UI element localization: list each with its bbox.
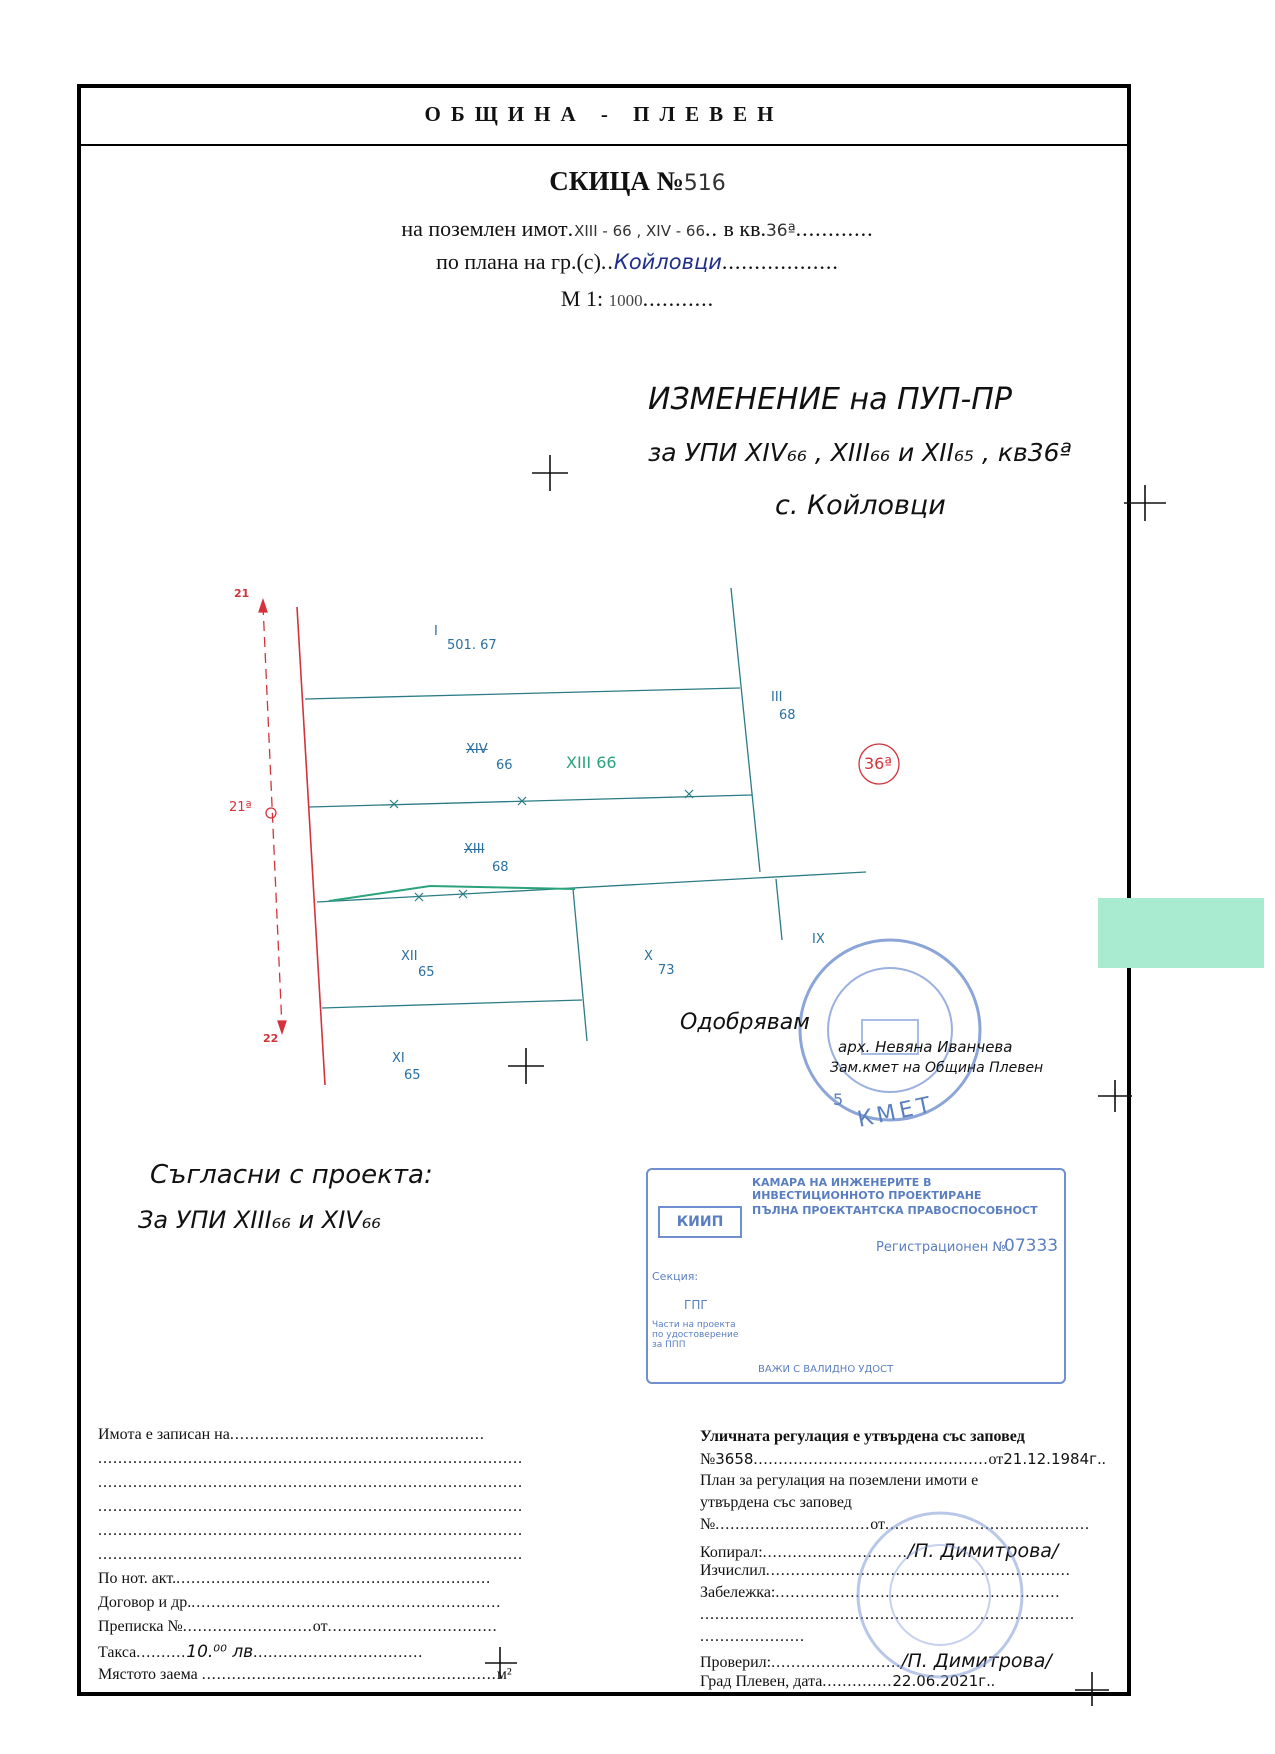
location-field: Мястото заема ...........................................................м² xyxy=(98,1666,512,1683)
mayor-stamp-number: 5 xyxy=(833,1090,844,1109)
recorded-field: Имота е записан на................................................... xyxy=(98,1426,485,1443)
mayor-stamp-text: КМЕТ xyxy=(855,1092,937,1133)
agreement-line1: Съгласни с проекта: xyxy=(150,1160,433,1190)
scale-line: М 1: 1000........... xyxy=(560,286,715,311)
parcel-xiv-number: 66 xyxy=(496,758,513,773)
plan-line-2: утвърдена със заповед xyxy=(700,1494,852,1511)
plan-line: по плана на гр.(с)..Койловци.................. xyxy=(436,249,839,274)
kiip-reg-label: Регистрационен № xyxy=(876,1240,1006,1255)
parcel-xi: XI xyxy=(392,1051,405,1066)
contract-field: Договор и др............................................................... xyxy=(98,1594,502,1611)
note-field: Забележка:......................................................... xyxy=(700,1584,1061,1601)
marker-21: 21 xyxy=(234,587,250,600)
transcript-field: Преписка №..........................от.................................. xyxy=(98,1618,498,1635)
notary-field: По нот. акт................................................................ xyxy=(98,1570,492,1587)
parcel-xiv-old: XIV xyxy=(466,742,488,757)
approver-name: арх. Невяна Иванчева xyxy=(838,1038,1013,1056)
copied-field: Копирал:............................./П. Димитрова/ xyxy=(700,1540,1059,1562)
municipality-header: ОБЩИНА - ПЛЕВЕН xyxy=(77,84,1131,146)
handwritten-title-line3: с. Койловци xyxy=(775,490,946,521)
sketch-title: СКИЦА №516 xyxy=(549,166,726,196)
order-line-2: №...............................от......................................... xyxy=(700,1516,1091,1533)
marker-22: 22 xyxy=(263,1032,279,1045)
property-line: на поземлен имот.XIII - 66 , XIV - 66.. в кв.36ª............ xyxy=(401,216,874,241)
parcel-xiii-number: 68 xyxy=(492,860,509,875)
kiip-org: КАМАРА НА ИНЖЕНЕРИТЕ В ИНВЕСТИЦИОННОТО ПРОЕКТИРАНЕ xyxy=(752,1176,982,1202)
regulation-line xyxy=(297,607,325,1085)
municipal-admin-stamp xyxy=(830,1500,1050,1690)
kiip-capacity: ПЪЛНА ПРОЕКТАНТСКА ПРАВОСПОСОБНОСТ xyxy=(752,1204,1038,1217)
green-tab xyxy=(1098,898,1264,968)
parcel-i: I xyxy=(434,624,438,639)
kiip-section-value: ГПГ xyxy=(684,1298,708,1312)
parcel-iii-number: 68 xyxy=(779,708,796,723)
parcel-xii-number: 65 xyxy=(418,965,435,980)
order-line: №3658...............................................от21.12.1984г.. xyxy=(700,1450,1107,1468)
agreement-line2: За УПИ XIII₆₆ и XIV₆₆ xyxy=(138,1206,381,1234)
kiip-validity: ВАЖИ С ВАЛИДНО УДОСТ xyxy=(758,1364,894,1375)
marker-21a: 21ª xyxy=(229,800,252,815)
street-axis-line xyxy=(263,605,282,1028)
checked-field: Проверил:........................../П. Димитрова/ xyxy=(700,1650,1052,1672)
parcel-xiii-new: XIII 66 xyxy=(566,753,617,772)
parcel-xi-number: 65 xyxy=(404,1068,421,1083)
recorded-line-2: ..................................................................................... xyxy=(98,1450,523,1467)
kiip-parts-label: Части на проекта по удостоверение за ППП xyxy=(652,1320,739,1350)
recorded-line-4: ..................................................................................... xyxy=(98,1498,523,1515)
kiip-reg-number: 07333 xyxy=(1004,1236,1059,1256)
parcel-iii: III xyxy=(771,690,783,705)
parcel-x-number: 73 xyxy=(658,963,675,978)
kiip-stamp xyxy=(646,1168,1066,1384)
handwritten-title-line2: за УПИ XIV₆₆ , XIII₆₆ и XII₆₅ , кв36ª xyxy=(648,438,1072,467)
parcel-ix: IX xyxy=(812,932,825,947)
approver-position: Зам.кмет на Община Плевен xyxy=(830,1060,1044,1076)
fee-field: Такса..........10.⁰⁰ лв.................................. xyxy=(98,1642,424,1662)
street-reg-label: Уличната регулация е утвърдена със заповед xyxy=(700,1428,1025,1445)
parcel-i-number: 501. 67 xyxy=(447,638,497,653)
parcel-xii: XII xyxy=(401,949,418,964)
kiip-section-label: Секция: xyxy=(652,1270,699,1283)
recorded-line-6: ..................................................................................... xyxy=(98,1546,523,1563)
parcel-x: X xyxy=(644,949,653,964)
plan-line-1: План за регулация на поземлени имоти е xyxy=(700,1472,979,1489)
recorded-line-5: ..................................................................................... xyxy=(98,1522,523,1539)
approval-label: Одобрявам xyxy=(680,1010,810,1035)
parcel-xiii-old: XIII xyxy=(464,842,485,857)
handwritten-title-line1: ИЗМЕНЕНИЕ на ПУП-ПР xyxy=(648,382,1012,417)
kiip-logo: КИИП xyxy=(658,1206,742,1238)
block-circle-label: 36ª xyxy=(864,754,892,773)
note-line-3: ..................... xyxy=(700,1628,805,1645)
note-line-2: ........................................................................... xyxy=(700,1606,1075,1623)
calculated-field: Изчислил............................................................. xyxy=(700,1562,1071,1579)
recorded-line-3: ..................................................................................... xyxy=(98,1474,523,1491)
city-date-field: Град Плевен, дата..............22.06.2021г.. xyxy=(700,1672,996,1690)
